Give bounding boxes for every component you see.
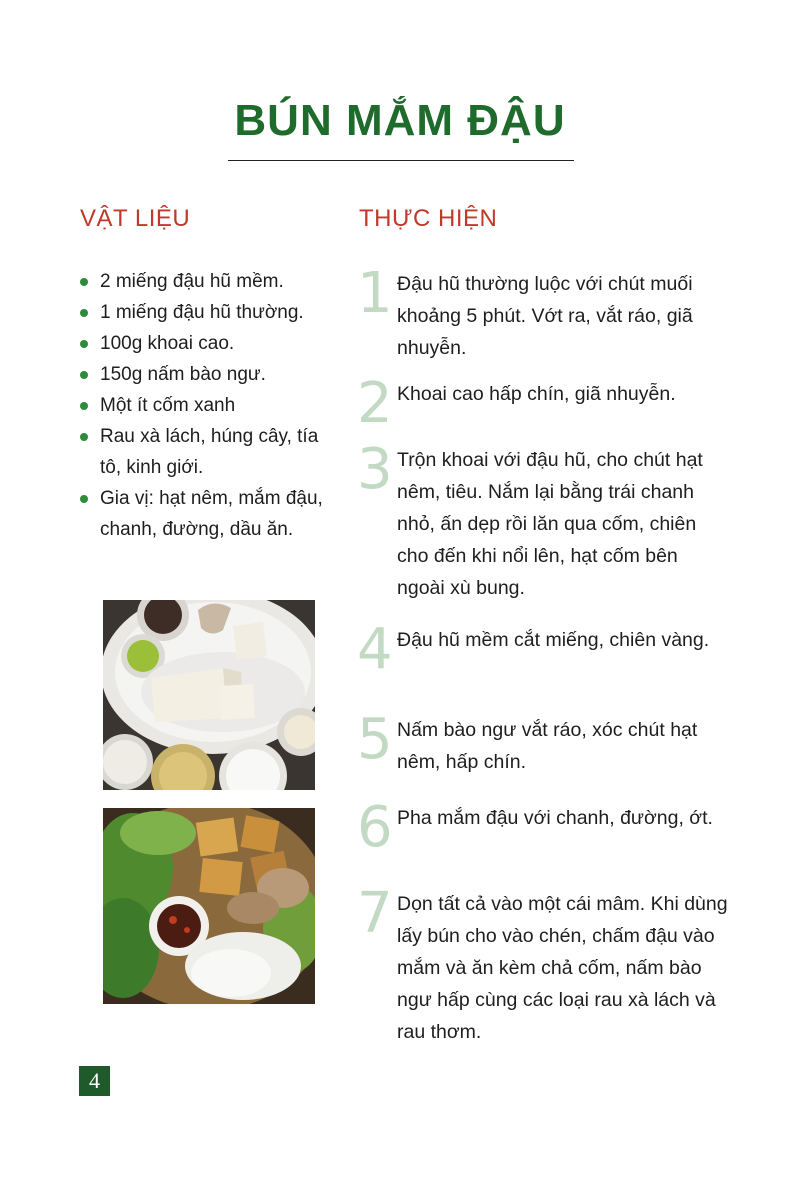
step-text: Nấm bào ngư vắt ráo, xóc chút hạt nêm, hấp chín.: [397, 719, 698, 773]
bullet-icon: [80, 340, 88, 348]
step-text: Pha mắm đậu với chanh, đường, ớt.: [397, 807, 713, 829]
step-number: 4: [357, 617, 393, 682]
step-text: Đậu hũ mềm cắt miếng, chiên vàng.: [397, 629, 710, 651]
step-number: 7: [357, 881, 393, 946]
ingredient-item: [80, 328, 335, 359]
bullet-icon: [80, 495, 88, 503]
bullet-icon: [80, 309, 88, 317]
step-text: Khoai cao hấp chín, giã nhuyễn.: [397, 383, 676, 405]
ingredients-list: [80, 266, 335, 545]
ingredient-item: [80, 266, 335, 297]
ingredient-text: Một ít cốm xanh: [100, 395, 236, 416]
bullet-icon: [80, 433, 88, 441]
bullet-icon: [80, 371, 88, 379]
step-text: Trộn khoai với đậu hũ, cho chút hạt nêm, tiêu. Nắm lại bằng trái chanh nhỏ, ấn dẹp rồi lăn qua cốm, chiên cho đến khi nổi lên, hạt cốm bên ngoài xù bung.: [397, 449, 703, 599]
ingredient-item: [80, 359, 335, 390]
page-number: 4: [79, 1066, 110, 1096]
step-number: 5: [357, 707, 393, 772]
ingredient-item: [80, 421, 335, 483]
ingredient-text: 150g nấm bào ngư.: [100, 364, 266, 385]
ingredients-heading: VẬT LIỆU: [80, 205, 191, 232]
title-divider: [228, 160, 574, 161]
bullet-icon: [80, 402, 88, 410]
step-text: Dọn tất cả vào một cái mâm. Khi dùng lấy bún cho vào chén, chấm đậu vào mắm và ăn kèm chả cốm, nấm bào ngư hấp cùng các loại rau xà lách và rau thơm.: [397, 893, 728, 1043]
step-number: 6: [357, 795, 393, 860]
ingredient-text: 100g khoai cao.: [100, 333, 235, 354]
step-number: 3: [357, 437, 393, 502]
dish-photo: [103, 808, 315, 1004]
step-number: 2: [357, 371, 393, 436]
bullet-icon: [80, 278, 88, 286]
step-text: Đậu hũ thường luộc với chút muối khoảng 5 phút. Vớt ra, vắt ráo, giã nhuyễn.: [397, 273, 693, 359]
steps-heading: THỰC HIỆN: [359, 205, 498, 232]
ingredients-photo: [103, 600, 315, 790]
ingredient-item: [80, 483, 335, 545]
recipe-title: BÚN MẮM ĐẬU: [234, 96, 566, 145]
ingredient-item: [80, 390, 335, 421]
step-number: 1: [357, 261, 393, 326]
ingredient-text: Rau xà lách, húng cây, tía tô, kinh giới.: [100, 426, 319, 478]
ingredient-text: 2 miếng đậu hũ mềm.: [100, 271, 284, 292]
ingredient-text: Gia vị: hạt nêm, mắm đậu, chanh, đường, dầu ăn.: [100, 488, 323, 540]
ingredient-text: 1 miếng đậu hũ thường.: [100, 302, 304, 323]
ingredient-item: [80, 297, 335, 328]
